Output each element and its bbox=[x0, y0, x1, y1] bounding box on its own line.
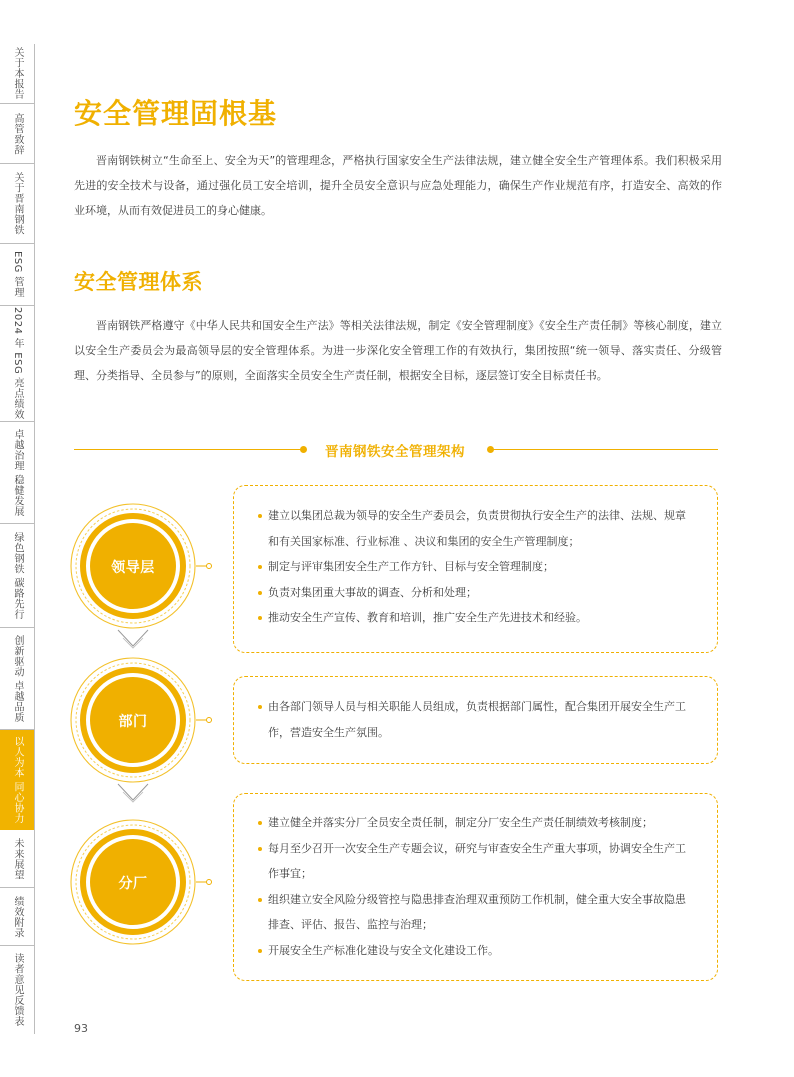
title-rule-right bbox=[492, 449, 718, 450]
leadership-duties-box bbox=[233, 485, 718, 653]
nav-item-about-report[interactable]: 关于本报告 bbox=[0, 44, 34, 104]
nav-item-about-company[interactable]: 关于晋南钢铁 bbox=[0, 164, 34, 244]
nav-item-feedback-form[interactable]: 读者意见反馈表 bbox=[12, 953, 23, 1027]
nav-item-governance[interactable]: 卓越治理 稳健发展 bbox=[0, 422, 34, 524]
branch-factory-duties-list bbox=[258, 810, 687, 963]
list-item: 建立以集团总裁为领导的安全生产委员会，负责贯彻执行安全生产的法律、法规、规章和有关国家标准、行业标准 、决议和集团的安全生产管理制度； bbox=[258, 503, 687, 554]
nav-item-green-steel[interactable]: 绿色钢铁 碳路先行 bbox=[0, 524, 34, 628]
nav-item-performance-appendix[interactable]: 绩效附录 bbox=[0, 888, 34, 946]
architecture-title: 晋南钢铁安全管理架构 bbox=[325, 444, 465, 460]
architecture-title-row bbox=[74, 440, 718, 460]
title-dot-left bbox=[300, 446, 307, 453]
nav-item-executive-message[interactable]: 高管致辞 bbox=[0, 104, 34, 164]
page-number: 93 bbox=[74, 1022, 88, 1035]
list-item: 建立健全并落实分厂全员安全责任制，制定分厂安全生产责任制绩效考核制度； bbox=[258, 810, 687, 836]
page-title: 安全管理固根基 bbox=[74, 97, 278, 130]
department-duties-box bbox=[233, 676, 718, 764]
title-rule-left bbox=[74, 449, 302, 450]
department-duties-list bbox=[258, 694, 687, 745]
nav-item-innovation[interactable]: 创新驱动 卓越品质 bbox=[0, 628, 34, 730]
down-arrow-icon bbox=[118, 784, 148, 802]
list-item: 制定与评审集团安全生产工作方针、目标与安全管理制度； bbox=[258, 554, 687, 580]
list-item: 开展安全生产标准化建设与安全文化建设工作。 bbox=[258, 938, 687, 964]
nav-item-esg-highlights[interactable]: 2024 年 ESG 亮点绩效 bbox=[0, 306, 34, 422]
section-title: 安全管理体系 bbox=[74, 270, 203, 294]
list-item: 由各部门领导人员与相关职能人员组成，负责根据部门属性，配合集团开展安全生产工作，营造安全生产氛围。 bbox=[258, 694, 687, 745]
list-item: 每月至少召开一次安全生产专题会议，研究与审查安全生产重大事项，协调安全生产工作事宜； bbox=[258, 836, 687, 887]
level-label-leadership: 领导层 bbox=[111, 560, 155, 576]
nav-item-outlook[interactable]: 未来展望 bbox=[0, 830, 34, 888]
list-item: 组织建立安全风险分级管控与隐患排查治理双重预防工作机制，健全重大安全事故隐患排查、评估、报告、监控与治理； bbox=[258, 887, 687, 938]
level-label-department: 部门 bbox=[118, 714, 148, 730]
side-navigation bbox=[0, 44, 35, 1034]
intro-paragraph: 晋南钢铁树立“生命至上、安全为天”的管理理念，严格执行国家安全生产法律法规，建立健全安全生产管理体系。我们积极采用先进的安全技术与设备，通过强化员工安全培训，提升全员安全意识与应急处理能力，确保生产作业规范有序，打造安全、高效的作业环境，从而有效促进员工的身心健康。 bbox=[74, 154, 722, 217]
list-item: 推动安全生产宣传、教育和培训，推广安全生产先进技术和经验。 bbox=[258, 605, 687, 631]
nav-item-esg-management[interactable]: ESG 管理 bbox=[0, 244, 34, 306]
leadership-duties-list bbox=[258, 503, 687, 631]
section-paragraph: 晋南钢铁严格遵守《中华人民共和国安全生产法》等相关法律法规，制定《安全管理制度》《安全生产责任制》等核心制度，建立以安全生产委员会为最高领导层的安全管理体系。为进一步深化安全管理工作的有效执行，集团按照“统一领导、落实责任、分级管理、分类指导、全员参与”的原则，全面落实全员安全生产责任制，根据安全目标，逐层签订安全目标责任书。 bbox=[74, 319, 722, 382]
level-label-branch-factory: 分厂 bbox=[118, 876, 148, 892]
list-item: 负责对集团重大事故的调查、分析和处理； bbox=[258, 580, 687, 606]
branch-factory-duties-box bbox=[233, 793, 718, 981]
nav-item-people[interactable]: 以人为本 同心协力 bbox=[0, 730, 34, 830]
down-arrow-icon bbox=[118, 630, 148, 648]
